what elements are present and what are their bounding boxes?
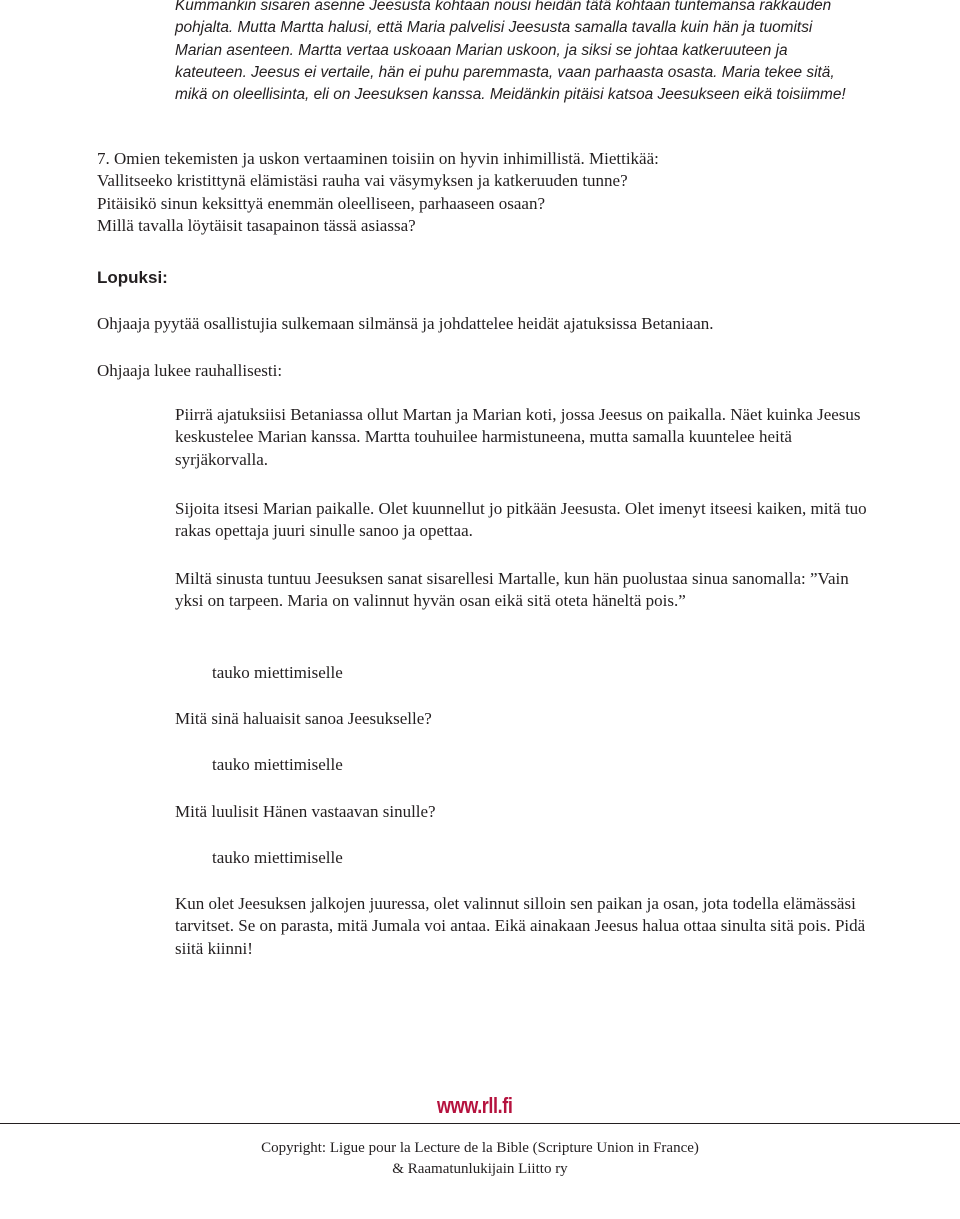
question-7-line-4: Millä tavalla löytäisit tasapainon tässä asiassa? xyxy=(97,216,416,236)
meditation-text-3: Miltä sinusta tuntuu Jeesuksen sanat sisarellesi Martalle, kun hän puolustaa sinua sanomalla: ”Vain yksi on tarpeen. Maria on valinnut hyvän osan eikä sitä oteta häneltä pois.” xyxy=(175,569,849,611)
leader-reads-label: Ohjaaja lukee rauhallisesti: xyxy=(97,361,283,380)
intro-italic-text: Kummankin sisaren asenne Jeesusta kohtaan nousi heidän tätä kohtaan tuntemansa rakkauden pohjalta. Mutta Martta halusi, että Maria palvelisi Jeesusta samalla tavalla kuin hän ja tuomitsi Marian asenteen. Martta vertaa uskoaan Marian uskoon, ja siksi se johtaa katkeruuteen ja kateuteen. Jeesus ei vertaile, hän ei puhu paremmasta, vaan parhaasta osasta. Maria tekee sitä, mikä on oleellisinta, eli on Jeesuksen kanssa. Meidänkin pitäisi katsoa Jeesukseen eikä toisiimme! xyxy=(175,0,846,104)
meditation-question-2: Mitä luulisit Hänen vastaavan sinulle? xyxy=(175,802,436,821)
meditation-text-2: Sijoita itsesi Marian paikalle. Olet kuunnellut jo pitkään Jeesusta. Olet imenyt itseesi kaiken, mitä tuo rakas opettaja juuri sinulle sanoo ja opettaa. xyxy=(175,499,867,541)
question-7-line-3: Pitäisikö sinun keksittyä enemmän oleelliseen, parhaaseen osaan? xyxy=(97,193,546,213)
leader-instruction: Ohjaaja pyytää osallistujia sulkemaan silmänsä ja johdattelee heidät ajatuksissa Betaniaan. xyxy=(97,314,714,333)
copyright-line-2: & Raamatunlukijain Liitto ry xyxy=(392,1161,568,1177)
meditation-paragraph-4 xyxy=(175,893,875,960)
question-7-line-2: Vallitseeko kristittynä elämistäsi rauha vai väsymyksen ja katkeruuden tunne? xyxy=(97,171,628,191)
website-logo-link[interactable]: www.rll.fi xyxy=(437,1093,513,1118)
meditation-paragraph-2 xyxy=(175,498,875,543)
pause-note-2: tauko miettimiselle xyxy=(212,755,343,774)
meditation-paragraph-3 xyxy=(175,568,875,613)
pause-note-3: tauko miettimiselle xyxy=(212,848,343,867)
copyright-line-1: Copyright: Ligue pour la Lecture de la Bible (Scripture Union in France) xyxy=(261,1140,699,1156)
footer-divider xyxy=(0,1123,960,1124)
question-7-line-1: 7. Omien tekemisten ja uskon vertaaminen toisiin on hyvin inhimillistä. Miettikää: xyxy=(97,149,659,168)
meditation-question-1: Mitä sinä haluaisit sanoa Jeesukselle? xyxy=(175,709,432,728)
closing-heading: Lopuksi: xyxy=(97,268,168,287)
question-7 xyxy=(97,148,887,238)
meditation-text-4: Kun olet Jeesuksen jalkojen juuressa, olet valinnut silloin sen paikan ja osan, jota todella elämässäsi tarvitset. Se on parasta, mitä Jumala voi antaa. Eikä ainakaan Jeesus halua ottaa sinulta sitä pois. Pidä siitä kiinni! xyxy=(175,894,866,958)
meditation-text-1: Piirrä ajatuksiisi Betaniassa ollut Martan ja Marian koti, jossa Jeesus on paikalla. Näet kuinka Jeesus keskustelee Marian kanssa. Martta touhuilee harmistuneena, mutta samalla kuuntelee heitä syrjäkorvalla. xyxy=(175,405,861,469)
pause-note-1: tauko miettimiselle xyxy=(212,663,343,682)
meditation-paragraph-1 xyxy=(175,404,875,471)
intro-italic-paragraph xyxy=(175,0,855,106)
